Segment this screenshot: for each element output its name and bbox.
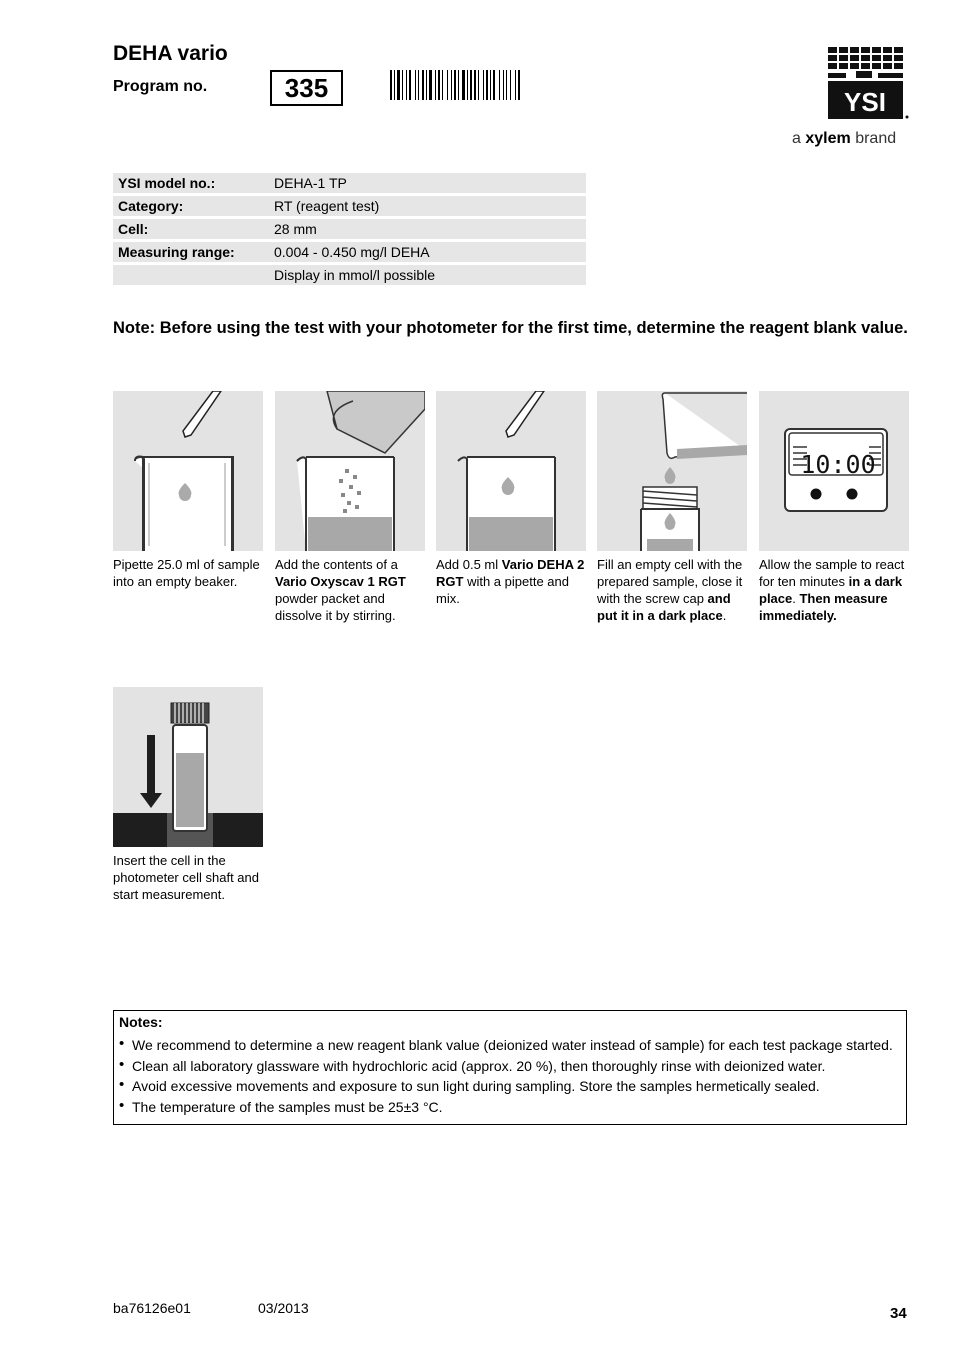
caption-segment: Then measure immediately. (759, 591, 888, 623)
step-2 (275, 391, 425, 624)
caption-segment: . (722, 608, 727, 623)
step-caption (275, 556, 427, 624)
step-caption (113, 556, 265, 590)
reagent-blank-note: Note: Before using the test with your photometer for the first time, determine the reagent blank value. (113, 319, 908, 337)
step-4 (597, 391, 747, 624)
caption-segment: Add the contents of a (275, 557, 398, 572)
notes-box (113, 1010, 907, 1125)
timer-display: 10:00 (800, 450, 876, 479)
info-value: 0.004 - 0.450 mg/l DEHA (269, 242, 586, 262)
caption-segment: Add 0.5 ml (436, 557, 502, 572)
table-row (113, 196, 586, 216)
step-caption (436, 556, 588, 607)
info-key: Measuring range: (113, 242, 269, 262)
pipette-beaker-icon (113, 391, 263, 551)
logo-text: YSI (844, 87, 886, 117)
brand-prefix: a (792, 130, 801, 147)
info-value: RT (reagent test) (269, 196, 586, 216)
caption-segment: in a dark place (759, 574, 903, 606)
info-value: DEHA-1 TP (269, 173, 586, 193)
table-row (113, 219, 586, 239)
info-key: Cell: (113, 219, 269, 239)
brand-suffix: brand (855, 130, 897, 147)
info-key: YSI model no.: (113, 173, 269, 193)
table-row (113, 265, 586, 285)
list-item: • Avoid excessive movements and exposure to sun light during sampling. Store the samples hermetically sealed. (119, 1076, 901, 1097)
list-item: • We recommend to determine a new reagent blank value (deionized water instead of sample) for each test package started. (119, 1035, 901, 1056)
step-5 (759, 391, 909, 624)
program-label: Program no. (113, 78, 208, 95)
info-value: Display in mmol/l possible (269, 265, 586, 285)
caption-segment: Vario Oxyscav 1 RGT (275, 574, 406, 589)
powder-packet-icon (275, 391, 425, 551)
fill-cell-icon (597, 391, 747, 551)
caption-segment: Vario DEHA 2 RGT (436, 557, 585, 589)
test-info-table (113, 170, 586, 288)
caption-segment: powder packet and dissolve it by stirring. (275, 591, 396, 623)
info-key: Category: (113, 196, 269, 216)
step-1 (113, 391, 263, 590)
info-key (113, 265, 269, 285)
timer-icon (759, 391, 909, 551)
caption-segment: . (792, 591, 800, 606)
caption-segment: Pipette 25.0 ml of sample into an empty beaker. (113, 557, 260, 589)
notes-title: Notes: (119, 1014, 163, 1030)
caption-segment: Insert the cell in the photometer cell shaft and start measurement. (113, 853, 259, 902)
insert-cell-icon (113, 687, 263, 847)
step-caption (597, 556, 749, 624)
program-number: 335 (270, 70, 343, 106)
list-item: • The temperature of the samples must be 25±3 °C. (119, 1097, 901, 1118)
doc-date: 03/2013 (258, 1300, 309, 1316)
page-title: DEHA vario (113, 42, 228, 65)
caption-segment: and put it in a dark place (597, 591, 731, 623)
barcode-icon (390, 70, 554, 100)
caption-segment: with a pipette and mix. (436, 574, 569, 606)
step-3 (436, 391, 586, 607)
notes-list (119, 1035, 901, 1117)
step-caption (113, 852, 265, 903)
table-row (113, 173, 586, 193)
brand-name: xylem (805, 130, 851, 147)
doc-id: ba76126e01 (113, 1300, 191, 1316)
caption-segment: Allow the sample to react for ten minutes (759, 557, 905, 589)
info-value: 28 mm (269, 219, 586, 239)
step-6 (113, 687, 263, 903)
ysi-logo (826, 45, 910, 123)
caption-segment: Fill an empty cell with the prepared sample, close it with the screw cap (597, 557, 743, 606)
page-number: 34 (890, 1305, 907, 1322)
brand-tagline (792, 130, 896, 148)
step-caption (759, 556, 911, 624)
table-row (113, 242, 586, 262)
list-item: • Clean all laboratory glassware with hydrochloric acid (approx. 20 %), then thoroughly rinse with deionized water. (119, 1056, 901, 1077)
pipette-reagent-icon (436, 391, 586, 551)
